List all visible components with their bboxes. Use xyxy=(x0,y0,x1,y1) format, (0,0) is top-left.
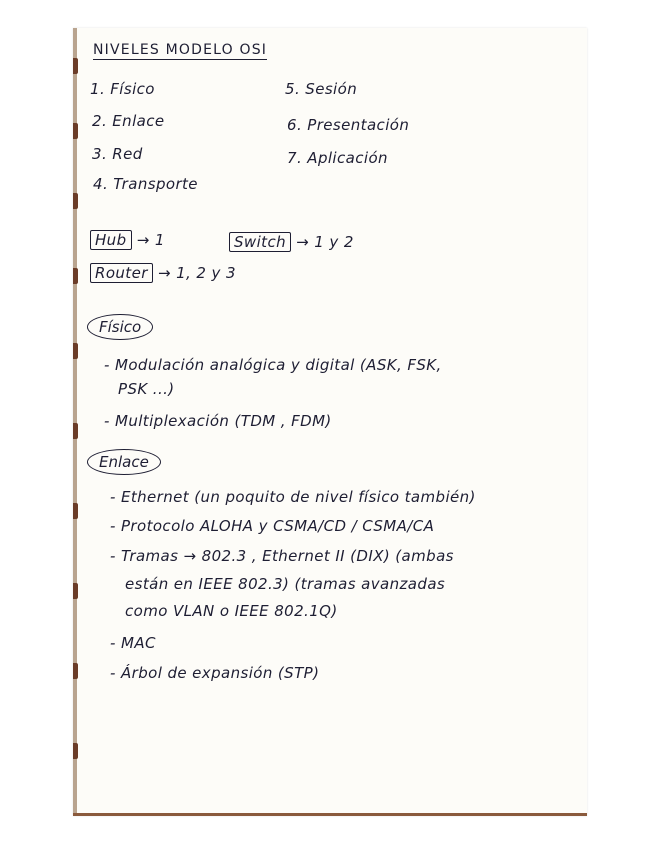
router-label: Router xyxy=(90,263,153,283)
device-hub xyxy=(90,231,165,249)
binding-hole xyxy=(73,423,78,439)
section-heading-fisico: Físico xyxy=(87,314,153,340)
enlace-line-2: - Protocolo ALOHA y CSMA/CD / CSMA/CA xyxy=(110,517,435,535)
hub-levels: → 1 xyxy=(136,231,165,249)
osi-level-2: 2. Enlace xyxy=(92,112,165,130)
binding-hole xyxy=(73,743,78,759)
osi-level-5: 5. Sesión xyxy=(285,80,358,98)
page-binding-edge xyxy=(73,28,77,816)
device-router xyxy=(90,264,236,282)
router-levels: → 1, 2 y 3 xyxy=(157,264,236,282)
page-title: NIVELES MODELO OSI xyxy=(93,42,268,58)
fisico-line-2: PSK ...) xyxy=(118,380,175,398)
section-heading-enlace: Enlace xyxy=(87,449,161,475)
binding-hole xyxy=(73,123,78,139)
page-bottom-edge xyxy=(73,813,587,816)
fisico-line-1: - Modulación analógica y digital (ASK, FSK, xyxy=(104,356,442,374)
binding-hole xyxy=(73,503,78,519)
enlace-line-5: como VLAN o IEEE 802.1Q) xyxy=(125,602,338,620)
enlace-line-1: - Ethernet (un poquito de nivel físico también) xyxy=(110,488,476,506)
enlace-line-6: - MAC xyxy=(110,634,156,652)
osi-level-4: 4. Transporte xyxy=(93,175,198,193)
osi-level-7: 7. Aplicación xyxy=(287,149,388,167)
binding-hole xyxy=(73,58,78,74)
osi-level-3: 3. Red xyxy=(92,145,143,163)
binding-hole xyxy=(73,268,78,284)
enlace-line-3: - Tramas → 802.3 , Ethernet II (DIX) (ambas xyxy=(110,547,454,565)
device-switch xyxy=(229,233,354,251)
osi-level-1: 1. Físico xyxy=(90,80,155,98)
binding-hole xyxy=(73,663,78,679)
osi-level-6: 6. Presentación xyxy=(287,116,410,134)
binding-hole xyxy=(73,583,78,599)
fisico-line-3: - Multiplexación (TDM , FDM) xyxy=(104,412,332,430)
enlace-line-4: están en IEEE 802.3) (tramas avanzadas xyxy=(125,575,446,593)
binding-hole xyxy=(73,343,78,359)
switch-label: Switch xyxy=(229,232,291,252)
hub-label: Hub xyxy=(90,230,132,250)
binding-hole xyxy=(73,193,78,209)
enlace-line-7: - Árbol de expansión (STP) xyxy=(110,664,320,682)
notebook-page xyxy=(73,28,587,816)
switch-levels: → 1 y 2 xyxy=(296,233,354,251)
